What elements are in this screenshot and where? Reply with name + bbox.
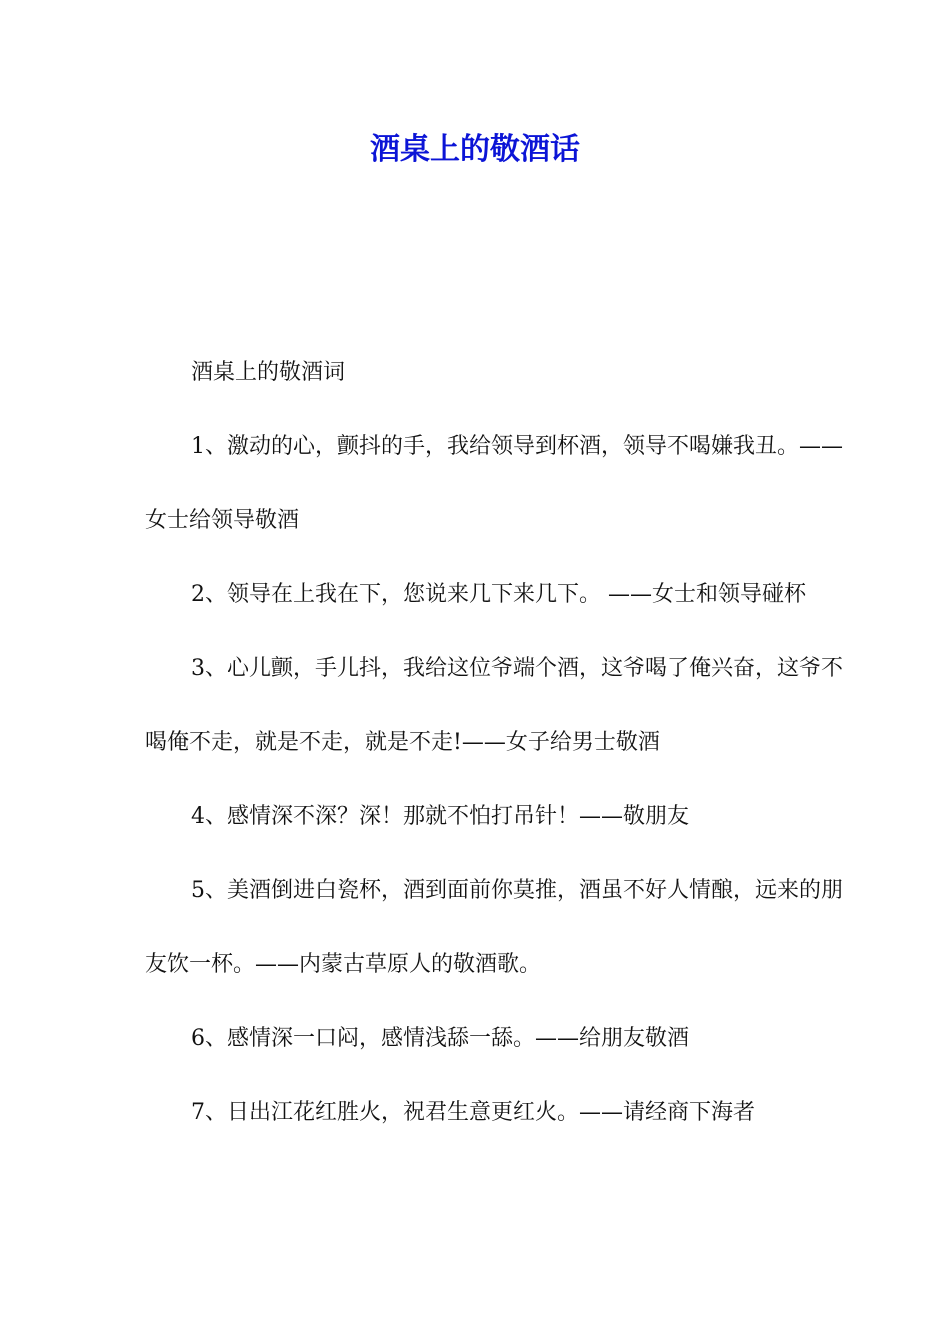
paragraph-item-5: 5、美酒倒进白瓷杯，酒到面前你莫推，酒虽不好人情酿，远来的朋友饮一杯。——内蒙古草原人的敬酒歌。 [145,878,843,977]
paragraph-item-4: 4、感情深不深？深！那就不怕打吊针！——敬朋友 [191,804,689,829]
paragraph-item-1: 1、激动的心，颤抖的手，我给领导到杯酒，领导不喝嫌我丑。——女士给领导敬酒 [145,434,843,533]
document-body [145,336,845,1150]
paragraph-item-6: 6、感情深一口闷，感情浅舔一舔。——给朋友敬酒 [191,1026,689,1051]
paragraph-item-3: 3、心儿颤，手儿抖，我给这位爷端个酒，这爷喝了俺兴奋，这爷不喝俺不走，就是不走，就是不走!——女子给男士敬酒 [145,656,843,755]
document-title: 酒桌上的敬酒话 [370,132,580,167]
paragraph-item-7: 7、日出江花红胜火，祝君生意更红火。——请经商下海者 [191,1100,755,1125]
paragraph-heading: 酒桌上的敬酒词 [191,360,346,385]
paragraph-item-2: 2、领导在上我在下，您说来几下来几下。 ——女士和领导碰杯 [191,582,806,607]
